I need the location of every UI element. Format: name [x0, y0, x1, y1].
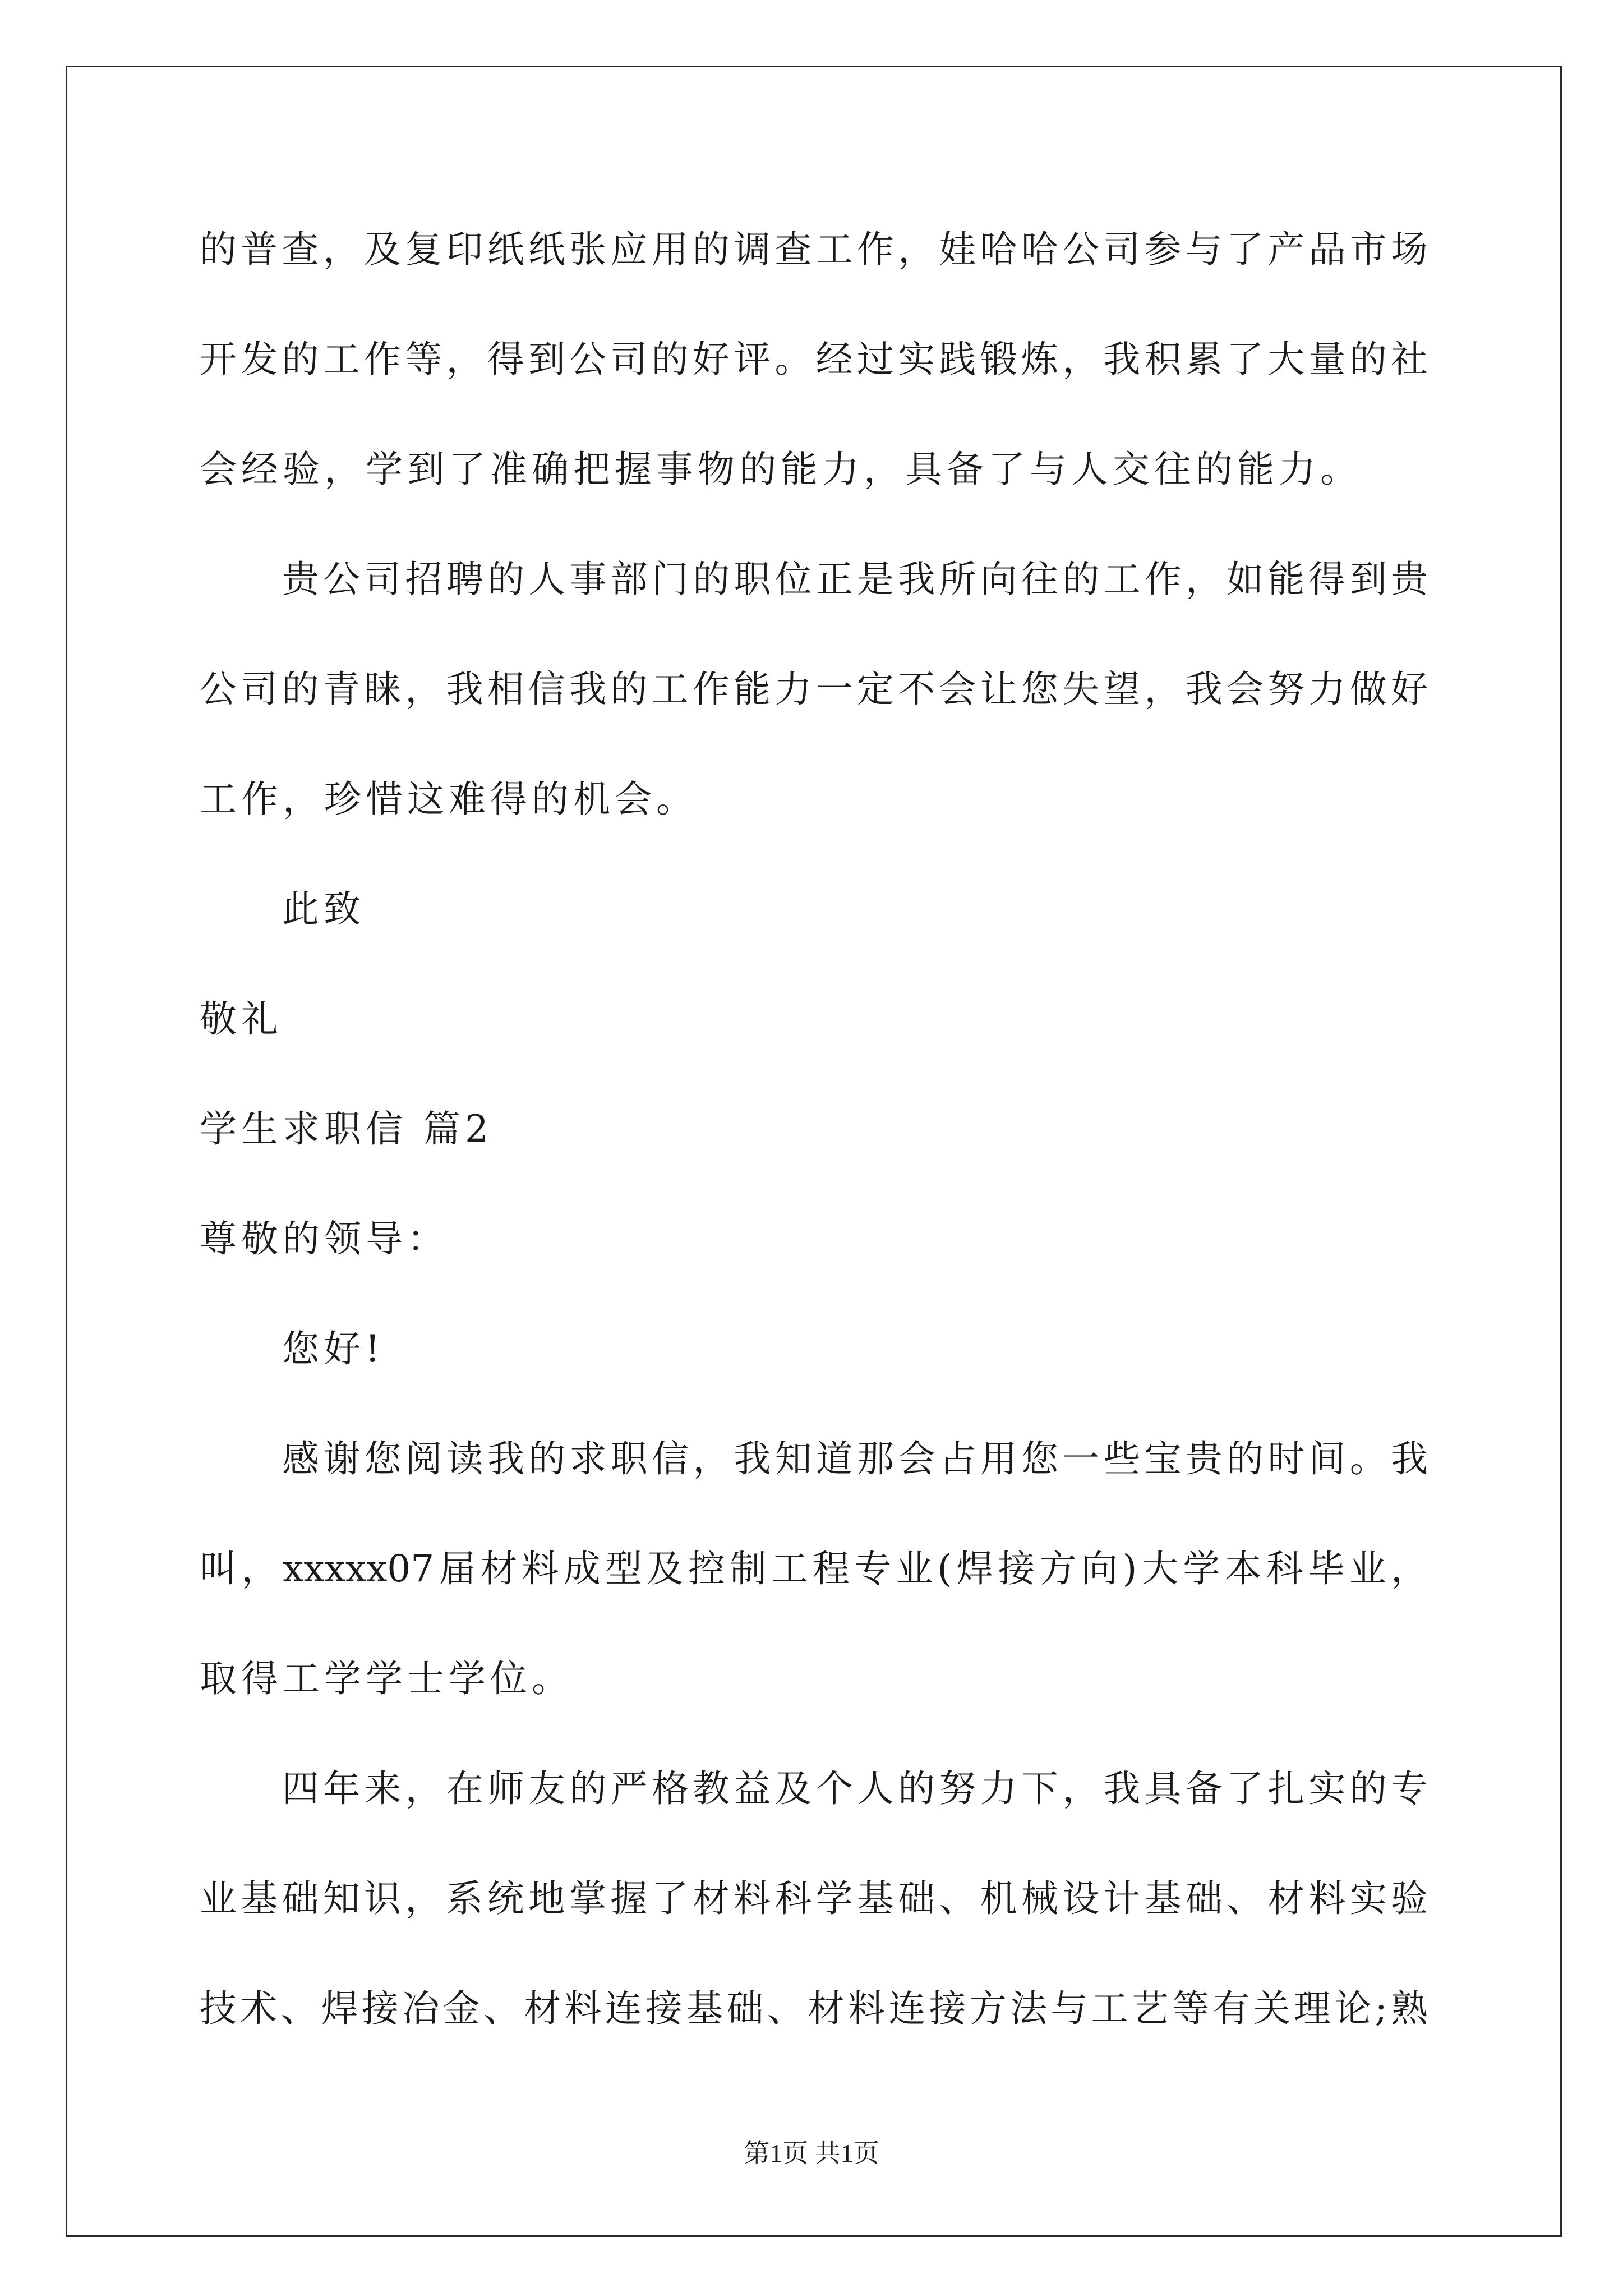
body-line: 四年来，在师友的严格教益及个人的努力下，我具备了扎实的专 [282, 1767, 1428, 1810]
letter-greeting: 尊敬的领导： [200, 1217, 449, 1260]
body-line: 叫，xxxxx07届材料成型及控制工程专业(焊接方向)大学本科毕业， [200, 1547, 1428, 1590]
body-line: 的普查，及复印纸纸张应用的调查工作，娃哈哈公司参与了产品市场 [200, 228, 1428, 271]
body-line: 公司的青睐，我相信我的工作能力一定不会让您失望，我会努力做好 [200, 668, 1428, 711]
body-line: 开发的工作等，得到公司的好评。经过实践锻炼，我积累了大量的社 [200, 338, 1428, 381]
page-footer: 第1页 共1页 [744, 2139, 879, 2168]
body-line: 贵公司招聘的人事部门的职位正是我所向往的工作，如能得到贵 [282, 558, 1428, 601]
body-line: 感谢您阅读我的求职信，我知道那会占用您一些宝贵的时间。我 [282, 1437, 1428, 1480]
section-heading: 学生求职信 篇2 [200, 1107, 493, 1151]
body-line: 业基础知识，系统地掌握了材料科学基础、机械设计基础、材料实验 [200, 1877, 1428, 1920]
body-line: 工作，珍惜这难得的机会。 [200, 777, 698, 821]
body-line: 技术、焊接冶金、材料连接基础、材料连接方法与工艺等有关理论;熟 [200, 1987, 1428, 2030]
letter-hello: 您好! [282, 1327, 385, 1370]
body-line: 会经验，学到了准确把握事物的能力，具备了与人交往的能力。 [200, 448, 1362, 491]
closing-salutation: 此致 [282, 887, 365, 931]
closing-regards: 敬礼 [200, 997, 283, 1041]
body-line: 取得工学学士学位。 [200, 1657, 573, 1700]
